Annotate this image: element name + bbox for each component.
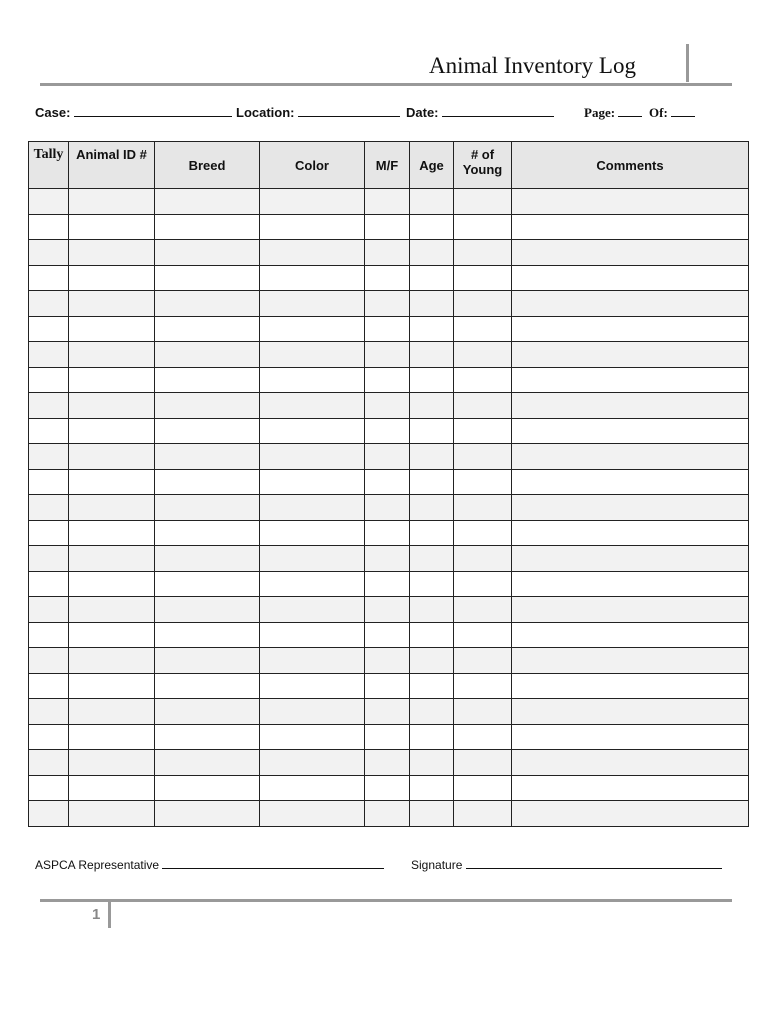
cell-tally[interactable]	[29, 265, 69, 291]
cell-tally[interactable]	[29, 240, 69, 266]
cell-young[interactable]	[454, 699, 512, 725]
cell-sex[interactable]	[365, 597, 410, 623]
header-sex: M/F	[365, 142, 410, 189]
cell-breed[interactable]	[155, 265, 260, 291]
header-comments: Comments	[512, 142, 749, 189]
table-row	[29, 444, 749, 470]
cell-tally[interactable]	[29, 469, 69, 495]
header-breed: Breed	[155, 142, 260, 189]
cell-breed[interactable]	[155, 214, 260, 240]
cell-age[interactable]	[410, 648, 454, 674]
title-vertical-rule	[686, 44, 689, 82]
cell-sex[interactable]	[365, 291, 410, 317]
cell-sex[interactable]	[365, 495, 410, 521]
cell-comments[interactable]	[512, 444, 749, 470]
cell-comments[interactable]	[512, 214, 749, 240]
cell-age[interactable]	[410, 240, 454, 266]
cell-color[interactable]	[260, 571, 365, 597]
cell-young[interactable]	[454, 240, 512, 266]
of-field[interactable]	[649, 104, 695, 121]
cell-breed[interactable]	[155, 240, 260, 266]
cell-color[interactable]	[260, 673, 365, 699]
cell-young[interactable]	[454, 648, 512, 674]
cell-animal-id[interactable]	[69, 240, 155, 266]
cell-color[interactable]	[260, 393, 365, 419]
cell-tally[interactable]	[29, 291, 69, 317]
table-row	[29, 240, 749, 266]
cell-animal-id[interactable]	[69, 520, 155, 546]
table-row	[29, 801, 749, 827]
cell-animal-id[interactable]	[69, 750, 155, 776]
cell-tally[interactable]	[29, 367, 69, 393]
cell-comments[interactable]	[512, 750, 749, 776]
cell-sex[interactable]	[365, 801, 410, 827]
cell-sex[interactable]	[365, 648, 410, 674]
cell-tally[interactable]	[29, 724, 69, 750]
of-label: Of:	[649, 105, 668, 120]
cell-comments[interactable]	[512, 240, 749, 266]
cell-sex[interactable]	[365, 673, 410, 699]
cell-breed[interactable]	[155, 393, 260, 419]
inventory-table	[28, 141, 749, 827]
cell-color[interactable]	[260, 265, 365, 291]
cell-breed[interactable]	[155, 444, 260, 470]
cell-sex[interactable]	[365, 316, 410, 342]
cell-sex[interactable]	[365, 699, 410, 725]
title-horizontal-rule	[40, 83, 732, 86]
cell-age[interactable]	[410, 316, 454, 342]
cell-comments[interactable]	[512, 469, 749, 495]
cell-color[interactable]	[260, 801, 365, 827]
cell-animal-id[interactable]	[69, 444, 155, 470]
cell-young[interactable]	[454, 342, 512, 368]
cell-sex[interactable]	[365, 469, 410, 495]
cell-animal-id[interactable]	[69, 265, 155, 291]
cell-color[interactable]	[260, 724, 365, 750]
cell-young[interactable]	[454, 571, 512, 597]
cell-comments[interactable]	[512, 648, 749, 674]
document-header	[40, 44, 732, 86]
header-color: Color	[260, 142, 365, 189]
representative-field[interactable]	[35, 856, 384, 872]
cell-breed[interactable]	[155, 622, 260, 648]
cell-tally[interactable]	[29, 673, 69, 699]
cell-breed[interactable]	[155, 546, 260, 572]
cell-animal-id[interactable]	[69, 673, 155, 699]
cell-young[interactable]	[454, 801, 512, 827]
cell-animal-id[interactable]	[69, 546, 155, 572]
cell-animal-id[interactable]	[69, 597, 155, 623]
header-animal-id: Animal ID #	[69, 142, 155, 189]
cell-sex[interactable]	[365, 393, 410, 419]
cell-color[interactable]	[260, 316, 365, 342]
table-header-row	[29, 142, 749, 189]
cell-young[interactable]	[454, 265, 512, 291]
header-young: # of Young	[454, 142, 512, 189]
cell-comments[interactable]	[512, 291, 749, 317]
cell-sex[interactable]	[365, 571, 410, 597]
cell-age[interactable]	[410, 546, 454, 572]
table-row	[29, 571, 749, 597]
cell-tally[interactable]	[29, 750, 69, 776]
cell-young[interactable]	[454, 520, 512, 546]
cell-color[interactable]	[260, 418, 365, 444]
cell-color[interactable]	[260, 520, 365, 546]
table-body	[29, 189, 749, 827]
table-row	[29, 775, 749, 801]
cell-breed[interactable]	[155, 418, 260, 444]
cell-age[interactable]	[410, 418, 454, 444]
table-row	[29, 724, 749, 750]
cell-breed[interactable]	[155, 342, 260, 368]
cell-tally[interactable]	[29, 495, 69, 521]
cell-sex[interactable]	[365, 520, 410, 546]
cell-comments[interactable]	[512, 673, 749, 699]
cell-young[interactable]	[454, 393, 512, 419]
cell-age[interactable]	[410, 367, 454, 393]
cell-comments[interactable]	[512, 342, 749, 368]
cell-comments[interactable]	[512, 724, 749, 750]
cell-young[interactable]	[454, 673, 512, 699]
cell-young[interactable]	[454, 316, 512, 342]
location-line[interactable]	[298, 104, 400, 117]
signature-label: Signature	[411, 858, 463, 872]
cell-age[interactable]	[410, 571, 454, 597]
cell-breed[interactable]	[155, 597, 260, 623]
cell-color[interactable]	[260, 189, 365, 215]
table-row	[29, 673, 749, 699]
cell-breed[interactable]	[155, 775, 260, 801]
cell-comments[interactable]	[512, 597, 749, 623]
cell-breed[interactable]	[155, 673, 260, 699]
cell-age[interactable]	[410, 750, 454, 776]
location-label: Location:	[236, 105, 295, 120]
cell-young[interactable]	[454, 469, 512, 495]
case-label: Case:	[35, 105, 71, 120]
date-field[interactable]	[406, 104, 554, 120]
cell-animal-id[interactable]	[69, 622, 155, 648]
cell-sex[interactable]	[365, 724, 410, 750]
cell-breed[interactable]	[155, 316, 260, 342]
cell-animal-id[interactable]	[69, 648, 155, 674]
cell-animal-id[interactable]	[69, 699, 155, 725]
table-row	[29, 418, 749, 444]
cell-tally[interactable]	[29, 316, 69, 342]
representative-label: ASPCA Representative	[35, 858, 160, 872]
cell-color[interactable]	[260, 775, 365, 801]
cell-animal-id[interactable]	[69, 291, 155, 317]
cell-animal-id[interactable]	[69, 214, 155, 240]
cell-young[interactable]	[454, 189, 512, 215]
cell-age[interactable]	[410, 801, 454, 827]
cell-animal-id[interactable]	[69, 418, 155, 444]
cell-young[interactable]	[454, 597, 512, 623]
cell-color[interactable]	[260, 546, 365, 572]
cell-tally[interactable]	[29, 418, 69, 444]
cell-age[interactable]	[410, 724, 454, 750]
cell-age[interactable]	[410, 597, 454, 623]
cell-color[interactable]	[260, 291, 365, 317]
date-label: Date:	[406, 105, 439, 120]
cell-age[interactable]	[410, 520, 454, 546]
header-tally: Tally	[29, 142, 69, 189]
page-line[interactable]	[618, 104, 642, 117]
cell-age[interactable]	[410, 622, 454, 648]
footer-horizontal-rule	[40, 899, 732, 902]
cell-breed[interactable]	[155, 724, 260, 750]
cell-animal-id[interactable]	[69, 189, 155, 215]
cell-tally[interactable]	[29, 597, 69, 623]
cell-tally[interactable]	[29, 699, 69, 725]
cell-sex[interactable]	[365, 622, 410, 648]
cell-comments[interactable]	[512, 546, 749, 572]
cell-tally[interactable]	[29, 546, 69, 572]
document-title: Animal Inventory Log	[429, 53, 636, 78]
cell-young[interactable]	[454, 444, 512, 470]
cell-animal-id[interactable]	[69, 801, 155, 827]
cell-age[interactable]	[410, 495, 454, 521]
cell-comments[interactable]	[512, 520, 749, 546]
cell-sex[interactable]	[365, 342, 410, 368]
cell-tally[interactable]	[29, 214, 69, 240]
cell-breed[interactable]	[155, 367, 260, 393]
cell-sex[interactable]	[365, 367, 410, 393]
cell-animal-id[interactable]	[69, 571, 155, 597]
cell-animal-id[interactable]	[69, 724, 155, 750]
cell-young[interactable]	[454, 291, 512, 317]
cell-color[interactable]	[260, 622, 365, 648]
cell-tally[interactable]	[29, 520, 69, 546]
cell-animal-id[interactable]	[69, 342, 155, 368]
table-row	[29, 291, 749, 317]
cell-breed[interactable]	[155, 648, 260, 674]
cell-comments[interactable]	[512, 801, 749, 827]
cell-sex[interactable]	[365, 418, 410, 444]
cell-age[interactable]	[410, 214, 454, 240]
table-row	[29, 546, 749, 572]
table-row	[29, 214, 749, 240]
location-field[interactable]	[236, 104, 400, 120]
of-line[interactable]	[671, 104, 695, 117]
cell-tally[interactable]	[29, 571, 69, 597]
table-row	[29, 648, 749, 674]
cell-animal-id[interactable]	[69, 469, 155, 495]
cell-age[interactable]	[410, 189, 454, 215]
signature-field[interactable]	[411, 856, 722, 872]
cell-comments[interactable]	[512, 265, 749, 291]
cell-tally[interactable]	[29, 189, 69, 215]
page-field[interactable]	[584, 104, 642, 121]
date-line[interactable]	[442, 104, 554, 117]
case-field[interactable]	[35, 104, 232, 120]
table-row	[29, 265, 749, 291]
table-row	[29, 520, 749, 546]
cell-sex[interactable]	[365, 750, 410, 776]
table-row	[29, 367, 749, 393]
cell-color[interactable]	[260, 240, 365, 266]
page-label: Page:	[584, 105, 616, 120]
cell-comments[interactable]	[512, 571, 749, 597]
cell-tally[interactable]	[29, 342, 69, 368]
cell-age[interactable]	[410, 444, 454, 470]
cell-animal-id[interactable]	[69, 367, 155, 393]
cell-young[interactable]	[454, 214, 512, 240]
cell-tally[interactable]	[29, 444, 69, 470]
table-row	[29, 699, 749, 725]
cell-color[interactable]	[260, 469, 365, 495]
cell-sex[interactable]	[365, 775, 410, 801]
cell-comments[interactable]	[512, 495, 749, 521]
cell-comments[interactable]	[512, 189, 749, 215]
table-row	[29, 316, 749, 342]
representative-line[interactable]	[162, 856, 384, 869]
cell-comments[interactable]	[512, 775, 749, 801]
cell-age[interactable]	[410, 775, 454, 801]
cell-color[interactable]	[260, 214, 365, 240]
cell-animal-id[interactable]	[69, 495, 155, 521]
cell-age[interactable]	[410, 699, 454, 725]
cell-tally[interactable]	[29, 775, 69, 801]
cell-animal-id[interactable]	[69, 775, 155, 801]
cell-comments[interactable]	[512, 316, 749, 342]
cell-young[interactable]	[454, 367, 512, 393]
page-number: 1	[92, 906, 101, 923]
cell-tally[interactable]	[29, 622, 69, 648]
cell-breed[interactable]	[155, 801, 260, 827]
cell-young[interactable]	[454, 622, 512, 648]
footer-vertical-rule	[108, 902, 111, 928]
cell-color[interactable]	[260, 699, 365, 725]
cell-young[interactable]	[454, 724, 512, 750]
cell-comments[interactable]	[512, 367, 749, 393]
cell-color[interactable]	[260, 495, 365, 521]
cell-color[interactable]	[260, 444, 365, 470]
cell-age[interactable]	[410, 393, 454, 419]
cell-tally[interactable]	[29, 393, 69, 419]
cell-age[interactable]	[410, 673, 454, 699]
cell-breed[interactable]	[155, 495, 260, 521]
cell-young[interactable]	[454, 546, 512, 572]
cell-age[interactable]	[410, 469, 454, 495]
cell-young[interactable]	[454, 418, 512, 444]
cell-comments[interactable]	[512, 393, 749, 419]
cell-age[interactable]	[410, 342, 454, 368]
cell-color[interactable]	[260, 750, 365, 776]
case-line[interactable]	[74, 104, 232, 117]
cell-breed[interactable]	[155, 699, 260, 725]
signature-line[interactable]	[466, 856, 722, 869]
header-age: Age	[410, 142, 454, 189]
cell-comments[interactable]	[512, 418, 749, 444]
table-row	[29, 393, 749, 419]
case-meta-row	[35, 104, 735, 124]
cell-color[interactable]	[260, 597, 365, 623]
table-row	[29, 622, 749, 648]
cell-breed[interactable]	[155, 571, 260, 597]
table-row	[29, 495, 749, 521]
cell-sex[interactable]	[365, 546, 410, 572]
cell-young[interactable]	[454, 495, 512, 521]
cell-breed[interactable]	[155, 469, 260, 495]
cell-comments[interactable]	[512, 622, 749, 648]
cell-comments[interactable]	[512, 699, 749, 725]
table-row	[29, 750, 749, 776]
table-row	[29, 597, 749, 623]
cell-color[interactable]	[260, 648, 365, 674]
cell-breed[interactable]	[155, 189, 260, 215]
cell-breed[interactable]	[155, 520, 260, 546]
cell-tally[interactable]	[29, 648, 69, 674]
cell-sex[interactable]	[365, 444, 410, 470]
signature-row	[35, 856, 735, 876]
cell-sex[interactable]	[365, 189, 410, 215]
cell-sex[interactable]	[365, 240, 410, 266]
table-row	[29, 469, 749, 495]
cell-age[interactable]	[410, 291, 454, 317]
cell-breed[interactable]	[155, 291, 260, 317]
cell-young[interactable]	[454, 750, 512, 776]
cell-tally[interactable]	[29, 801, 69, 827]
table-row	[29, 342, 749, 368]
cell-age[interactable]	[410, 265, 454, 291]
table-row	[29, 189, 749, 215]
cell-animal-id[interactable]	[69, 393, 155, 419]
cell-sex[interactable]	[365, 214, 410, 240]
cell-color[interactable]	[260, 342, 365, 368]
cell-breed[interactable]	[155, 750, 260, 776]
cell-animal-id[interactable]	[69, 316, 155, 342]
cell-sex[interactable]	[365, 265, 410, 291]
cell-young[interactable]	[454, 775, 512, 801]
cell-color[interactable]	[260, 367, 365, 393]
